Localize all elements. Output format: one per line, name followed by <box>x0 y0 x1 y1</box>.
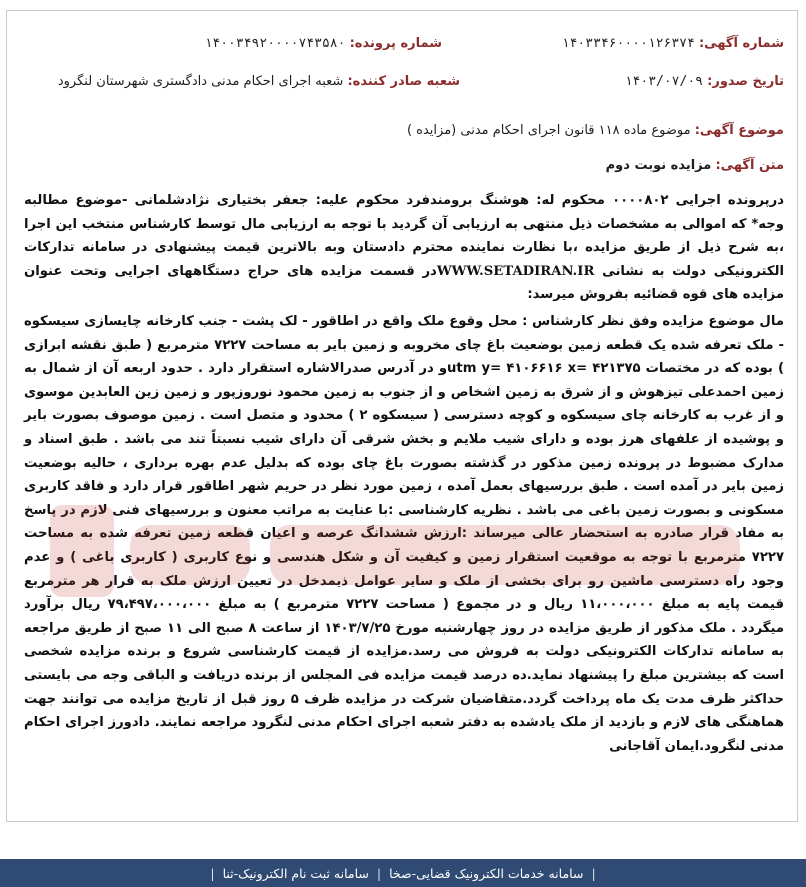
issue-date: ۱۴۰۳/۰۷/۰۹ <box>624 74 703 89</box>
issue-date-row <box>625 74 784 89</box>
notice-number: ۱۴۰۳۳۴۶۰۰۰۰۱۲۶۳۷۴ <box>561 36 695 51</box>
property-paragraph <box>24 310 784 758</box>
footer-separator-middle: | <box>376 865 382 881</box>
issuer-row <box>58 74 460 89</box>
footer-bar <box>0 859 806 887</box>
footer-separator-right: | <box>210 865 215 881</box>
file-number-row <box>205 36 442 51</box>
subject-label: موضوع آگهی: <box>694 123 784 138</box>
text-label: متن آگهی: <box>715 158 784 173</box>
file-number: ۱۴۰۰۳۴۹۲۰۰۰۰۷۴۳۵۸۰ <box>204 36 346 51</box>
text-title-row <box>606 158 784 173</box>
text-title: مزایده نوبت دوم <box>605 158 712 173</box>
footer-separator-left: | <box>591 865 596 881</box>
file-number-label: شماره پرونده: <box>349 36 442 51</box>
footer-link-sana[interactable]: سامانه ثبت نام الکترونیک-ثنا <box>222 865 369 881</box>
issuer-label: شعبه صادر کننده: <box>347 74 460 89</box>
notice-number-row <box>562 36 784 51</box>
footer-link-sakha[interactable]: سامانه خدمات الکترونیک قضایی-صخا <box>389 865 584 881</box>
issue-date-label: تاریخ صدور: <box>707 74 784 89</box>
subject-row <box>407 123 784 138</box>
intro-text: درپرونده اجرایی ۰۰۰۰۸۰۲ محکوم له: هوشنگ برومندفرد محکوم علیه: جعفر بختیاری نژادشلمانی -موضوع مطالبه وجه* که اموالی به مشخصات ذیل منتهی به ارزیابی آن گردید با توجه به ارزیابی مال توسط کارشناس منتخب این اجرا ،به شرح ذیل از طریق مزایده ،با نظارت نماینده محترم دادستان وبه بالاترین قیمت پیشنهادی در سامانه تدارکات الکترونیکی دولت به نشانی <box>24 193 784 279</box>
subject: موضوع ماده ۱۱۸ قانون اجرای احکام مدنی (مزایده ) <box>406 123 691 138</box>
issuer: شعبه اجرای احکام مدنی دادگستری شهرستان لنگرود <box>57 74 344 89</box>
intro-paragraph <box>24 189 784 307</box>
property-text: مال موضوع مزایده وفق نظر کارشناس : محل وقوع ملک واقع در اطاقور - لک پشت - جنب کارخانه چایسازی سیسکوه - ملک تعرفه شده یک قطعه زمین بوضعیت باغ چای مخروبه و زمین بایر به مساحت ۷۲۲۷ مترمربع ( طبق نقشه ابرازی ) بوده که در مختصات utm y= ۴۱۰۶۶۱۶ x= ۴۲۱۳۷۵و در آدرس صدرالاشاره استقرار دارد . حدود اربعه آن از شمال به زمین احمدعلی تیزهوش و از شرق به زمین اشخاص و از جنوب به زمین محمود نوروزپور و زمین زین العابدین موسوی و از غرب به کارخانه چای سیسکوه و کوچه دسترسی ( سیسکوه ۲ ) محدود و متصل است . زمین موصوف بصورت بایر و پوشیده از علفهای هرز بوده و دارای شیب ملایم و بخش شرقی آن دارای شیب نسبتاً تند می باشد . طبق اسناد و مدارک مضبوط در پرونده زمین مذکور در گذشته بصورت باغ چای بوده که بدلیل عدم بهره برداری ، حالیه بوضعیت زمین بایر در آمده است . طبق بررسیهای بعمل آمده ، زمین مورد نظر در حریم شهر اطاقور قرار دارد و فاقد کاربری مسکونی و بصورت زمین باغی می باشد . نظریه کارشناسی :با عنایت به مراتب معنون و بررسیهای فنی لازم در پاسخ به مفاد قرار صادره به استحضار عالی میرساند :ارزش ششدانگ عرصه و اعیان قطعه زمین تعرفه شده به مساحت ۷۲۲۷ مترمربع با توجه به موقعیت استقرار زمین و کیفیت آن و شکل هندسی و نوع کاربری ( کاربری باغی ) و عدم وجود راه دسترسی ماشین رو برای بخشی از ملک و سایر عوامل ذیمدخل در تعیین ارزش ملک به قرار هر مترمربع قیمت پایه به مبلغ ۱۱،۰۰۰،۰۰۰ ریال و در مجموع ( مساحت ۷۲۲۷ مترمربع ) به مبلغ ۷۹،۴۹۷،۰۰۰،۰۰۰ ریال برآورد میگردد . ملک مذکور از طریق مزایده در روز چهارشنبه مورخ ۱۴۰۳/۷/۲۵ از ساعت ۸ صبح الی ۱۱ صبح از طریق مراجعه به سامانه تدارکات الکترونیکی دولت به فروش می رسد.مزایده از قیمت کارشناسی شروع و برنده مزایده شخصی است که بیشترین مبلغ را پیشنهاد نماید.ده درصد قیمت مزایده فی المجلس از برنده دریافت و الباقی وجه می بایستی حداکثر ظرف مدت یک ماه پرداخت گردد.متقاضیان شرکت در مزایده ظرف ۵ روز قبل از تاریخ مزایده می توانند جهت هماهنگی های لازم و بازدید از ملک یادشده به دفتر شعبه اجرای احکام مدنی لنگرود مراجعه نمایند. دادورز اجرای احکام مدنی لنگرود.ایمان آقاجانی <box>24 314 785 754</box>
intro-text-end: در قسمت مزایده های حراج دستگاههای اجرایی وتحت عنوان مزایده های قوه قضائیه بفروش میرسد: <box>24 263 784 303</box>
notice-number-label: شماره آگهی: <box>698 36 784 51</box>
site-link[interactable]: WWW.SETADIRAN.IR <box>436 263 595 279</box>
